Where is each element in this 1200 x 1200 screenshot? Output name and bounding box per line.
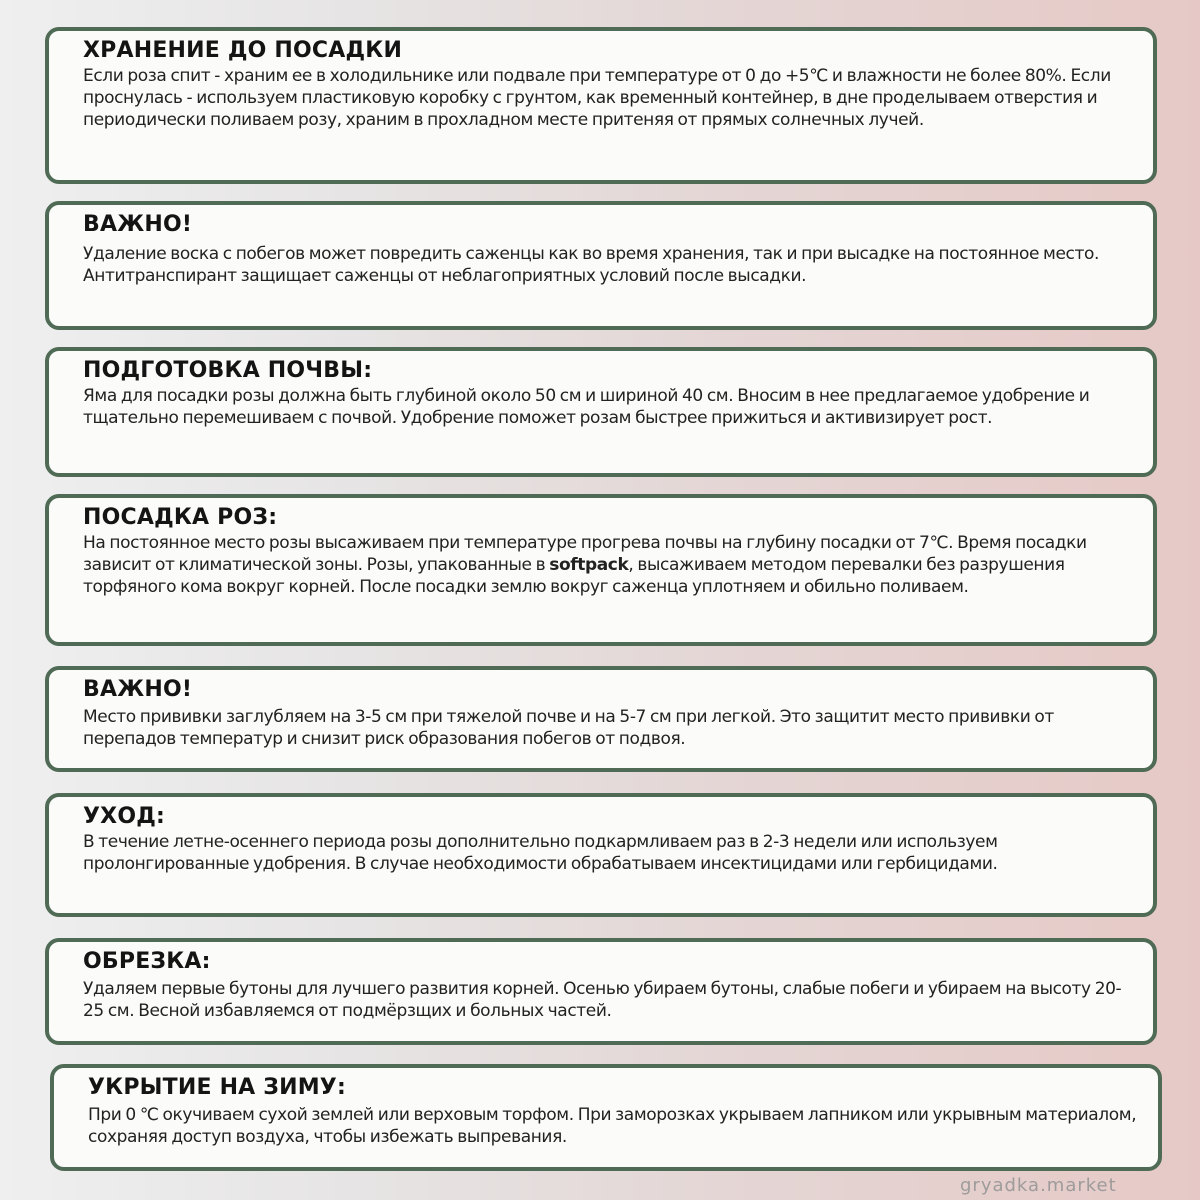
card-title: ОБРЕЗКА:: [83, 949, 211, 974]
card-storage: [45, 27, 1157, 184]
card-text: [83, 532, 1139, 598]
watermark: gryadka.market: [960, 1175, 1117, 1196]
card-text: Если роза спит - храним ее в холодильнике или подвале при температуре от 0 до +5℃ и влажности не более 80%. Если проснулась - используем пластиковую коробку с грунтом, как временный контейнер, в дне проделываем отверстия и периодически поливаем розу, храним в прохладном месте притеняя от прямых солнечных лучей.: [83, 66, 1111, 130]
card-soil-preparation: [45, 347, 1157, 477]
card-text: Яма для посадки розы должна быть глубиной около 50 см и шириной 40 см. Вносим в нее предлагаемое удобрение и тщательно перемешиваем с почвой. Удобрение поможет розам быстрее прижиться и активизирует рост.: [83, 386, 1090, 428]
card-planting: [45, 494, 1157, 646]
card-text: Место прививки заглубляем на 3-5 см при тяжелой почве и на 5-7 см при легкой. Это защитит место прививки от перепадов температур и снизит риск образования побегов от подвоя.: [83, 707, 1054, 749]
card-title: УХОД:: [83, 804, 166, 829]
card-text: Удаляем первые бутоны для лучшего развития корней. Осенью убираем бутоны, слабые побеги и убираем на высоту 20-25 см. Весной избавляемся от подмёрзщих и больных частей.: [83, 979, 1122, 1021]
card-text-part: На постоянное место розы высаживаем при температуре прогрева почвы на глубину посадки от 7℃. Время посадки зависит от климатической зоны. Розы, упакованные в: [83, 533, 1087, 575]
card-text: В течение летне-осеннего периода розы дополнительно подкармливаем раз в 2-3 недели или используем пролонгированные удобрения. В случае необходимости обрабатываем инсектицидами или гербицидами.: [83, 832, 998, 874]
card-important-graft: [45, 666, 1157, 772]
card-text: Удаление воска с побегов может повредить саженцы как во время хранения, так и при высадке на постоянное место. Антитранспирант защищает саженцы от неблагоприятных условий после высадки.: [83, 244, 1099, 286]
softpack-bold: softpack: [549, 555, 629, 575]
card-title: ВАЖНО!: [83, 677, 193, 702]
card-title: ВАЖНО!: [83, 212, 193, 237]
card-care: [45, 793, 1157, 917]
card-text-part: , высаживаем методом перевалки без разрушения торфяного кома вокруг корней. После посадки землю вокруг саженца уплотняем и обильно поливаем.: [83, 555, 1065, 597]
card-pruning: [45, 938, 1157, 1045]
card-title: ПОСАДКА РОЗ:: [83, 505, 278, 530]
card-title: УКРЫТИЕ НА ЗИМУ:: [88, 1075, 346, 1100]
card-important-wax: [45, 201, 1157, 330]
card-title: ХРАНЕНИЕ ДО ПОСАДКИ: [83, 38, 403, 63]
card-winter-cover: [50, 1064, 1162, 1171]
card-text: При 0 ℃ окучиваем сухой землей или верховым торфом. При заморозках укрываем лапником или укрывным материалом, сохраняя доступ воздуха, чтобы избежать выпревания.: [88, 1105, 1137, 1147]
card-title: ПОДГОТОВКА ПОЧВЫ:: [83, 358, 373, 383]
